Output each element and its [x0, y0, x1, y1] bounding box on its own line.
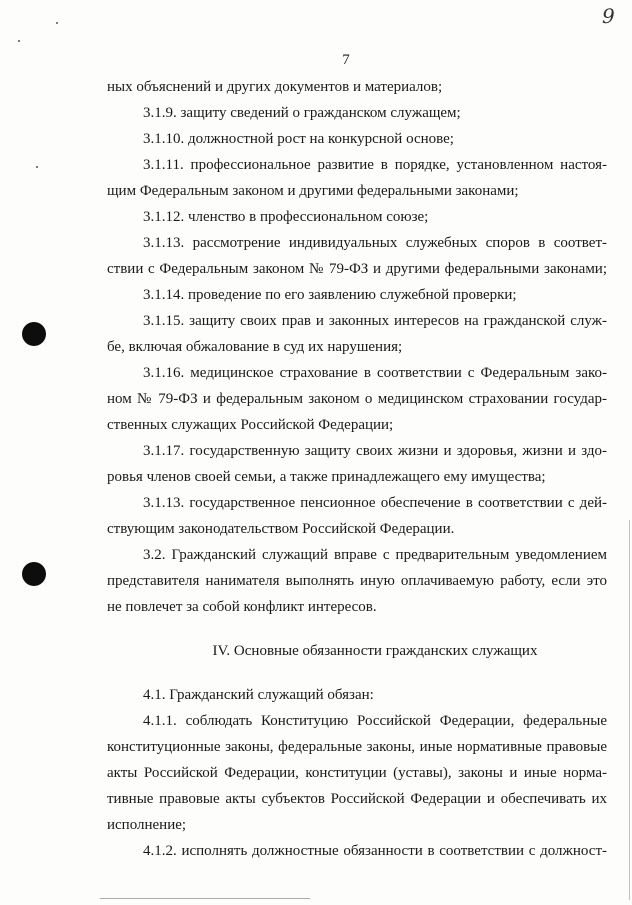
text-line: 3.1.11. профессиональное развитие в порядке, установленном настоя- [143, 157, 607, 173]
text-line: ном № 79-ФЗ и федеральным законом о медицинском страховании государ- [107, 391, 607, 407]
scan-speck [56, 22, 58, 24]
text-line: представителя нанимателя выполнять иную оплачиваемую работу, если это [107, 573, 607, 589]
text-line: 4.1.2. исполнять должностные обязанности в соответствии с должност- [143, 843, 607, 859]
document-body [107, 74, 607, 864]
text-line: ствующим законодательством Российской Федерации. [107, 521, 455, 537]
handwritten-sheet-number: 9 [602, 4, 615, 28]
text-line: 3.1.13. государственное пенсионное обеспечение в соответствии с дей- [143, 495, 607, 511]
text-line: 3.1.9. защиту сведений о гражданском служащем; [143, 105, 461, 121]
scan-speck [36, 166, 38, 168]
text-line: 3.1.13. рассмотрение индивидуальных служебных споров в соответ- [143, 235, 607, 251]
scan-bottom-edge [100, 898, 310, 899]
text-line: 3.1.12. членство в профессиональном союзе; [143, 209, 429, 225]
text-line: ных объяснений и других документов и материалов; [107, 79, 443, 95]
text-line: не повлечет за собой конфликт интересов. [107, 599, 377, 615]
text-line: акты Российской Федерации, конституции (уставы), законы и иные норма- [107, 765, 607, 781]
text-line: 3.1.17. государственную защиту своих жизни и здоровья, жизни и здо- [143, 443, 607, 459]
text-line: 3.1.16. медицинское страхование в соответствии с Федеральным зако- [143, 365, 607, 381]
punch-hole-top [22, 322, 46, 346]
text-line: щим Федеральным законом и другими федеральными законами; [107, 183, 519, 199]
scan-speck [18, 40, 20, 42]
text-line: 3.1.10. должностной рост на конкурсной основе; [143, 131, 454, 147]
scan-edge [629, 520, 630, 900]
text-line: 3.1.14. проведение по его заявлению служебной проверки; [143, 287, 517, 303]
text-line: исполнение; [107, 817, 187, 833]
text-line: конституционные законы, федеральные законы, иные нормативные правовые [107, 739, 607, 755]
text-line: 3.2. Гражданский служащий вправе с предварительным уведомлением [143, 547, 607, 563]
text-line: 4.1.1. соблюдать Конституцию Российской Федерации, федеральные [143, 713, 607, 729]
text-line: бе, включая обжалование в суд их нарушения; [107, 339, 403, 355]
section-heading: IV. Основные обязанности гражданских служащих [212, 643, 538, 659]
punch-hole-bottom [22, 562, 46, 586]
text-line: 3.1.15. защиту своих прав и законных интересов на гражданской служ- [143, 313, 607, 329]
text-line: 4.1. Гражданский служащий обязан: [143, 687, 374, 703]
text-line: ствии с Федеральным законом № 79-ФЗ и другими федеральными законами; [107, 261, 607, 277]
text-line: ровья членов своей семьи, а также принадлежащего ему имущества; [107, 469, 546, 485]
page-number: 7 [342, 52, 350, 68]
text-line: тивные правовые акты субъектов Российской Федерации и обеспечивать их [107, 791, 607, 807]
text-line: ственных служащих Российской Федерации; [107, 417, 394, 433]
